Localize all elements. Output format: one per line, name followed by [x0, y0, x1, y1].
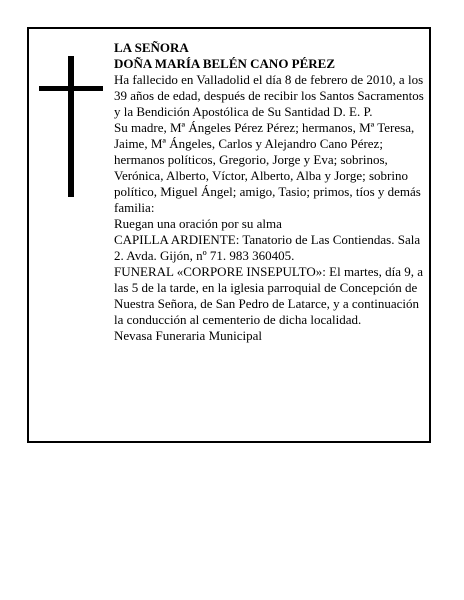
death-announcement: Ha fallecido en Valladolid el día 8 de febrero de 2010, a los 39 años de edad, después de recibir los Santos Sacramentos y la Bendición Apostólica de Su Santidad D. E. P. — [114, 72, 424, 119]
chapel-info: CAPILLA ARDIENTE: Tanatorio de Las Contiendas. Sala 2. Avda. Gijón, nº 71. 983 360405. — [114, 232, 421, 263]
funeral-info: FUNERAL «CORPORE INSEPULTO»: El martes, día 9, a las 5 de la tarde, en la iglesia parroquial de Concepción de Nuestra Señora, de San Pedro de Latarce, y a continuación la conducción al cementerio de dicha localidad. — [114, 264, 423, 327]
prayer-request: Ruegan una oración por su alma — [114, 216, 282, 231]
notice-title: LA SEÑORA — [114, 40, 189, 55]
family-list: Su madre, Mª Ángeles Pérez Pérez; hermanos, Mª Teresa, Jaime, Mª Ángeles, Carlos y Alejandro Cano Pérez; hermanos políticos, Gregorio, Jorge y Eva; sobrinos, Verónica, Alberto, Víctor, Alberto, Alba y Jorge; sobrino político, Miguel Ángel; amigo, Tasio; primos, tíos y demás familia: — [114, 120, 421, 215]
obituary-notice — [27, 27, 431, 443]
funeral-home: Nevasa Funeraria Municipal — [114, 328, 263, 343]
notice-text — [114, 40, 427, 344]
cross-vertical-bar — [68, 56, 74, 197]
deceased-name: DOÑA MARÍA BELÉN CANO PÉREZ — [114, 56, 336, 71]
cross-horizontal-bar — [39, 86, 103, 91]
